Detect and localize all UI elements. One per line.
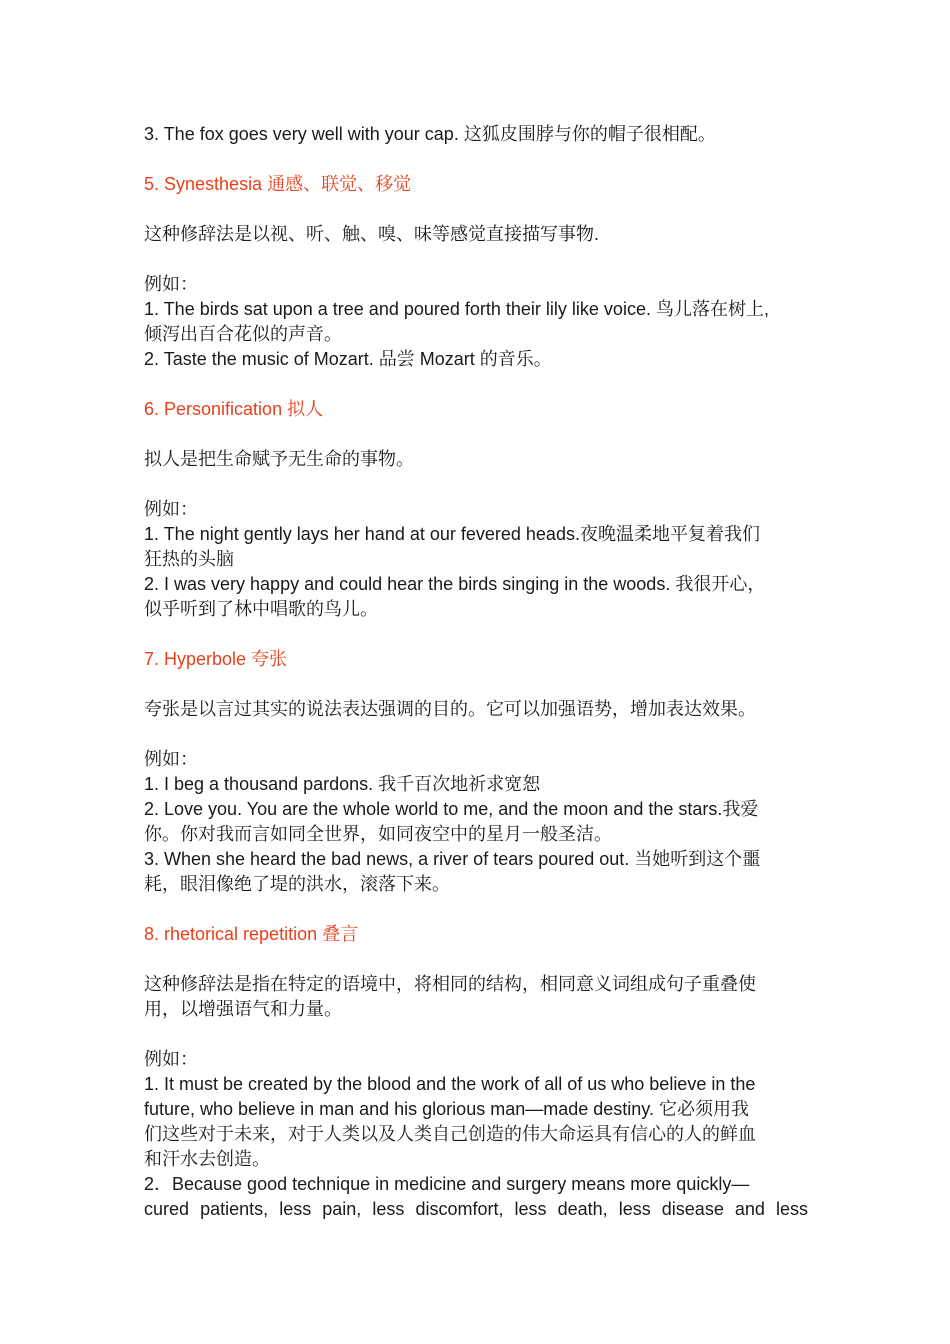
example-label: 例如：: [144, 749, 198, 769]
blank-line: [144, 197, 808, 222]
example-label: 例如：: [144, 1049, 198, 1069]
text-line: 1. I beg a thousand pardons. 我千百次地祈求宽恕: [144, 774, 541, 794]
example-label: 例如：: [144, 274, 198, 294]
text-line: 狂热的头脑: [144, 549, 234, 569]
text-line: 这种修辞法是以视、听、触、嗅、味等感觉直接描写事物.: [144, 224, 599, 244]
text-line: 2．Because good technique in medicine and surgery means more quickly—: [144, 1174, 750, 1194]
text-line: future, who believe in man and his glorious man—made destiny. 它必须用我: [144, 1099, 749, 1119]
text-line: 2. I was very happy and could hear the birds singing in the woods. 我很开心，: [144, 574, 766, 594]
text-line: 拟人是把生命赋予无生命的事物。: [144, 449, 414, 469]
section-heading-personification: 6. Personification 拟人: [144, 399, 324, 419]
text-line: 你。你对我而言如同全世界，如同夜空中的星月一般圣洁。: [144, 824, 612, 844]
text-line: 2. Taste the music of Mozart. 品尝 Mozart 的音乐。: [144, 349, 552, 369]
text-line: 1. The birds sat upon a tree and poured forth their lily like voice. 鸟儿落在树上,: [144, 299, 769, 319]
text-line: 3. The fox goes very well with your cap. 这狐皮围脖与你的帽子很相配。: [144, 124, 716, 144]
text-line: 和汗水去创造。: [144, 1149, 270, 1169]
text-line: 3. When she heard the bad news, a river of tears poured out. 当她听到这个噩: [144, 849, 761, 869]
text-line: 这种修辞法是指在特定的语境中，将相同的结构，相同意义词组成句子重叠使: [144, 974, 756, 994]
example-label: 例如：: [144, 499, 198, 519]
blank-line: [144, 947, 808, 972]
document-page: [144, 122, 808, 1222]
text-line: 2. Love you. You are the whole world to me, and the moon and the stars.我爱: [144, 799, 759, 819]
blank-line: [144, 622, 808, 647]
blank-line: [144, 722, 808, 747]
text-line: 们这些对于未来，对于人类以及人类自己创造的伟大命运具有信心的人的鲜血: [144, 1124, 756, 1144]
text-line: 1. It must be created by the blood and the work of all of us who believe in the: [144, 1074, 756, 1094]
text-line: cured patients, less pain, less discomfort, less death, less disease and less: [144, 1199, 808, 1219]
blank-line: [144, 1022, 808, 1047]
text-line: 1. The night gently lays her hand at our fevered heads.夜晚温柔地平复着我们: [144, 524, 760, 544]
section-heading-rhetorical-repetition: 8. rhetorical repetition 叠言: [144, 924, 359, 944]
blank-line: [144, 672, 808, 697]
blank-line: [144, 372, 808, 397]
text-line: 夸张是以言过其实的说法表达强调的目的。它可以加强语势，增加表达效果。: [144, 699, 756, 719]
section-heading-hyperbole: 7. Hyperbole 夸张: [144, 649, 288, 669]
blank-line: [144, 472, 808, 497]
text-line: 似乎听到了林中唱歌的鸟儿。: [144, 599, 378, 619]
blank-line: [144, 897, 808, 922]
blank-line: [144, 247, 808, 272]
text-line: 耗，眼泪像绝了堤的洪水，滚落下来。: [144, 874, 450, 894]
blank-line: [144, 422, 808, 447]
text-line: 用，以增强语气和力量。: [144, 999, 342, 1019]
blank-line: [144, 147, 808, 172]
section-heading-synesthesia: 5. Synesthesia 通感、联觉、移觉: [144, 174, 412, 194]
text-line: 倾泻出百合花似的声音。: [144, 324, 342, 344]
